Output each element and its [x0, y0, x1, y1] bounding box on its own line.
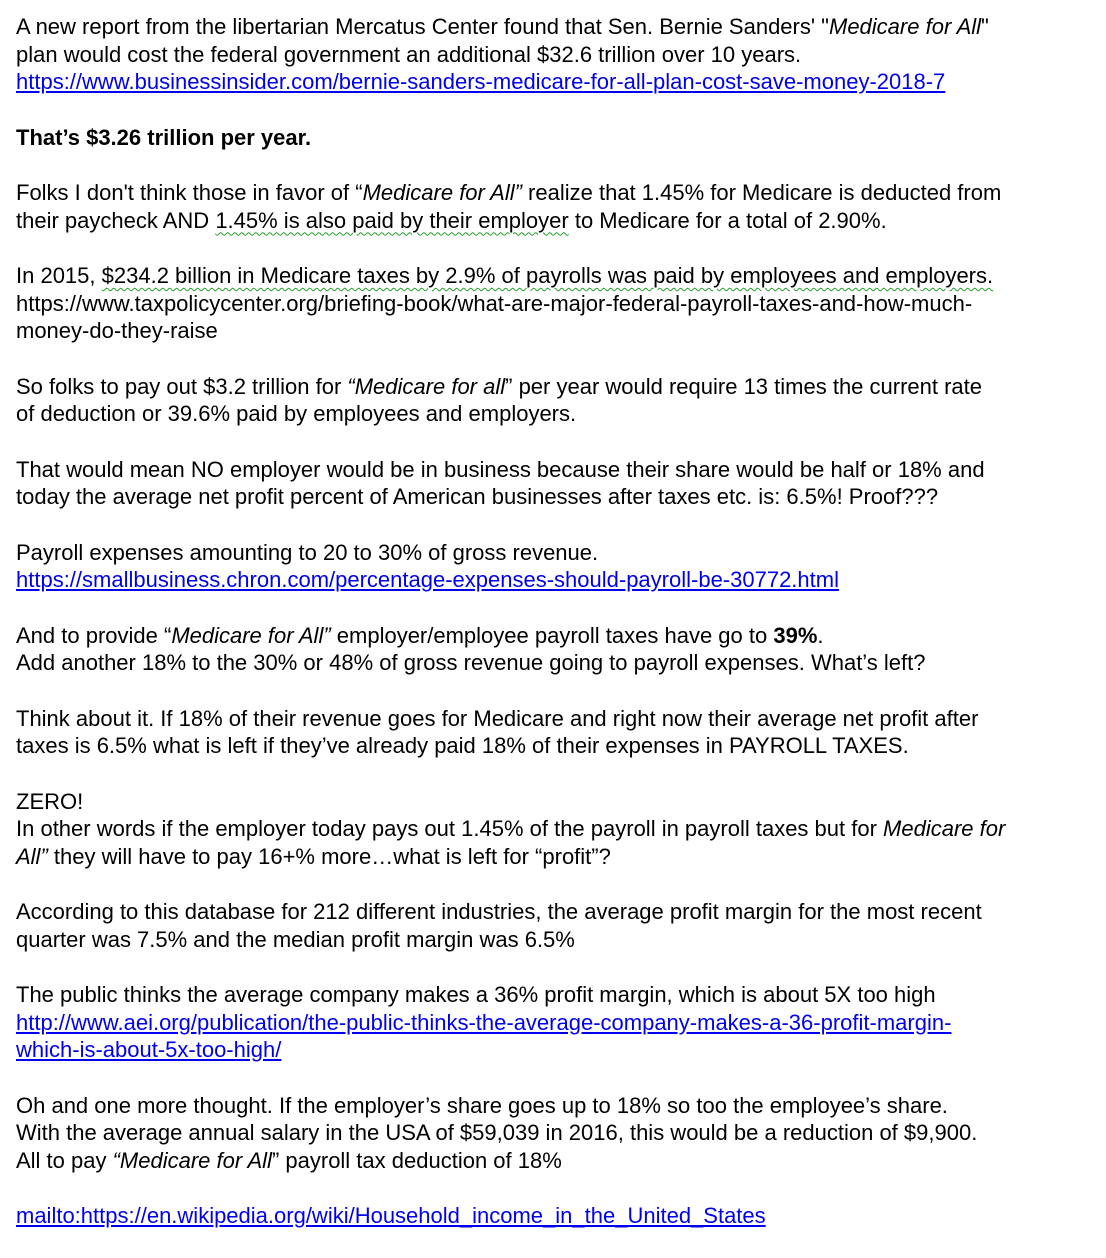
text-line: money-do-they-raise [16, 318, 218, 343]
text-line: According to this database for 212 different industries, the average profit margin for the most recent [16, 899, 982, 924]
paragraph-database [16, 898, 1102, 953]
emphasis: All” [16, 843, 48, 869]
text-line: Payroll expenses amounting to 20 to 30% of gross revenue. [16, 539, 599, 565]
text-line: Think about it. If 18% of their revenue goes for Medicare and right now their average net profit after [16, 705, 979, 731]
wikipedia-link[interactable]: mailto:https://en.wikipedia.org/wiki/Household_income_in_the_United_States [16, 1203, 766, 1228]
emphasis: “Medicare for All [112, 1147, 272, 1173]
paragraph-no-employer [16, 456, 1102, 511]
chron-link[interactable]: https://smallbusiness.chron.com/percentage-expenses-should-payroll-be-30772.html [16, 567, 839, 592]
paragraph-2015-taxes [16, 262, 1102, 345]
text-line: That would mean NO employer would be in business because their share would be half or 18% and [16, 456, 985, 482]
bold-figure: 39% [773, 622, 818, 648]
document-body [16, 13, 1102, 1258]
paragraph-medicare-deduction [16, 179, 1102, 234]
emphasis: Medicare for [883, 816, 1006, 841]
paragraph-39-percent [16, 622, 1102, 677]
grammar-flagged-text: 1.45% is also paid by their employer [215, 207, 569, 233]
text-line: In 2015, $234.2 billion in Medicare taxes by 2.9% of payrolls was paid by employees and employers. [16, 263, 994, 288]
bold-statement: That’s $3.26 trillion per year. [16, 124, 312, 150]
businessinsider-link[interactable]: https://www.businessinsider.com/bernie-sanders-medicare-for-all-plan-cost-save-money-2018-7 [16, 69, 946, 94]
text-line: Folks I don't think those in favor of “Medicare for All” realize that 1.45% for Medicare is deducted from [16, 180, 1002, 205]
text-line: https://www.taxpolicycenter.org/briefing-book/what-are-major-federal-payroll-taxes-and-how-much- [16, 290, 973, 316]
aei-link-continued[interactable]: which-is-about-5x-too-high/ [16, 1037, 282, 1062]
text-line: quarter was 7.5% and the median profit margin was 6.5% [16, 926, 575, 952]
text-line: So folks to pay out $3.2 trillion for “Medicare for all” per year would require 13 times the current rate [16, 373, 983, 399]
text-line: taxes is 6.5% what is left if they’ve already paid 18% of their expenses in PAYROLL TAXES. [16, 733, 909, 758]
paragraph-payroll-expenses [16, 539, 1102, 594]
paragraph-per-year [16, 124, 1102, 152]
text-line: All” they will have to pay 16+% more…what is left for “profit”? [16, 843, 611, 869]
emphasis: Medicare for All [829, 14, 982, 39]
text-line: A new report from the libertarian Mercatus Center found that Sen. Bernie Sanders' "Medicare for All" [16, 14, 989, 39]
aei-link[interactable]: http://www.aei.org/publication/the-public-thinks-the-average-company-makes-a-36-profit-margin- [16, 1009, 952, 1035]
text-line: today the average net profit percent of American businesses after taxes etc. is: 6.5%! Proof??? [16, 484, 939, 509]
emphasis: “Medicare for all [347, 373, 506, 399]
paragraph-wikipedia [16, 1202, 1102, 1230]
text-line: In other words if the employer today pays out 1.45% of the payroll in payroll taxes but for Medicare for [16, 816, 1006, 841]
text-line: With the average annual salary in the USA of $59,039 in 2016, this would be a reduction of $9,900. [16, 1120, 978, 1145]
paragraph-think-about-it [16, 705, 1102, 760]
text-line: All to pay “Medicare for All” payroll tax deduction of 18% [16, 1147, 562, 1173]
paragraph-report [16, 13, 1102, 96]
paragraph-one-more-thought [16, 1092, 1102, 1175]
text-line: And to provide “Medicare for All” employer/employee payroll taxes have go to 39%. [16, 622, 824, 648]
text-line: of deduction or 39.6% paid by employees and employers. [16, 401, 577, 426]
text-line: plan would cost the federal government an additional $32.6 trillion over 10 years. [16, 41, 802, 67]
paragraph-public-thinks [16, 981, 1102, 1064]
text-line: ZERO! [16, 788, 84, 814]
grammar-flagged-text: $234.2 billion in Medicare taxes by 2.9% of payrolls was paid by employees and employers. [101, 263, 994, 288]
text-line: The public thinks the average company makes a 36% profit margin, which is about 5X too high [16, 982, 936, 1007]
emphasis: Medicare for All” [171, 622, 331, 648]
paragraph-zero [16, 788, 1102, 871]
text-line: Oh and one more thought. If the employer’s share goes up to 18% so too the employee’s share. [16, 1092, 948, 1118]
emphasis: Medicare for All” [362, 180, 522, 205]
text-line: Add another 18% to the 30% or 48% of gross revenue going to payroll expenses. What’s left? [16, 650, 926, 675]
paragraph-13-times [16, 373, 1102, 428]
text-line: their paycheck AND 1.45% is also paid by their employer to Medicare for a total of 2.90%. [16, 207, 887, 233]
